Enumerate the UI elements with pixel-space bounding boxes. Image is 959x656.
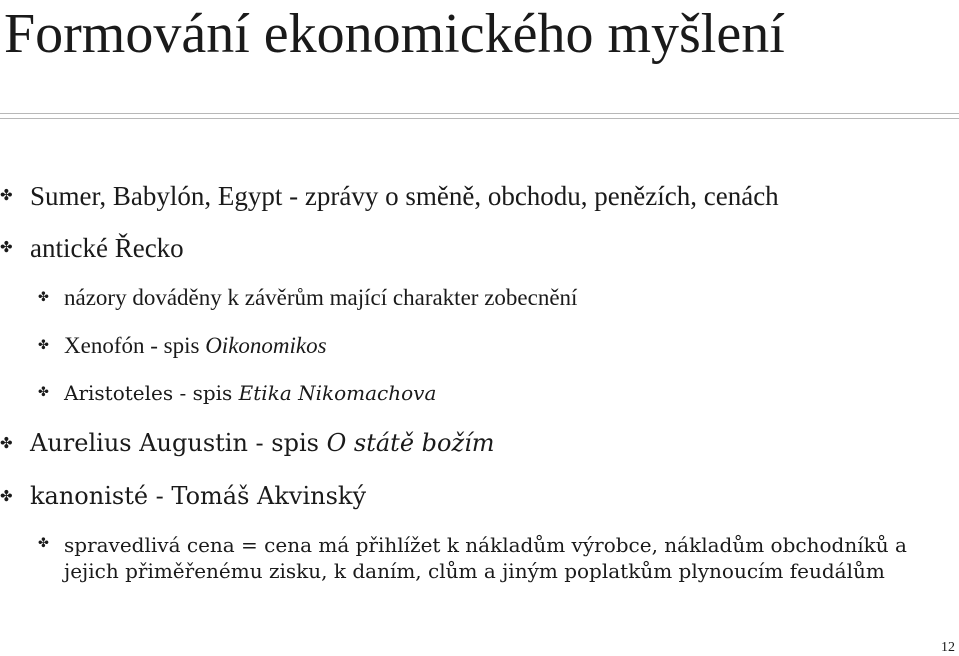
title-divider (0, 113, 959, 119)
list-item-text: Xenofón - spis (64, 333, 206, 358)
list-item (64, 380, 436, 406)
list-item (30, 428, 495, 458)
bullet-icon: ✤ (0, 186, 13, 204)
list-item (30, 181, 779, 211)
list-item-text: kanonisté - Tomáš Akvinský (30, 482, 367, 510)
list-item (30, 233, 184, 263)
bullet-icon: ✤ (0, 487, 13, 505)
bullet-icon: ✤ (38, 536, 49, 551)
bullet-icon: ✤ (0, 434, 13, 452)
list-item-text: Aurelius Augustin - spis (30, 429, 327, 457)
bullet-icon: ✤ (38, 290, 49, 305)
list-item-text: Aristoteles - spis (64, 381, 239, 405)
slide-title: Formování ekonomického myšlení (4, 3, 785, 65)
list-item-text: antické Řecko (30, 233, 184, 263)
list-item (64, 285, 577, 311)
list-item-emphasis: Oikonomikos (205, 333, 327, 358)
bullet-icon: ✤ (38, 385, 49, 400)
bullet-icon: ✤ (0, 238, 13, 256)
list-item-emphasis: O státě božím (326, 429, 495, 457)
list-item-text: Sumer, Babylón, Egypt - zprávy o směně, obchodu, penězích, cenách (30, 181, 779, 211)
list-item (64, 532, 944, 584)
list-item (64, 333, 327, 359)
list-item (30, 481, 366, 511)
list-item-text: spravedlivá cena = cena má přihlížet k nákladům výrobce, nákladům obchodníků a jejich přiměřenému zisku, k daním, clům a jiným poplatkům plynoucím feudálům (64, 533, 907, 583)
page-number: 12 (941, 640, 955, 655)
list-item-text: názory dováděny k závěrům mající charakter zobecnění (64, 285, 578, 310)
list-item-emphasis: Etika Nikomachova (238, 381, 437, 405)
bullet-icon: ✤ (38, 338, 49, 353)
